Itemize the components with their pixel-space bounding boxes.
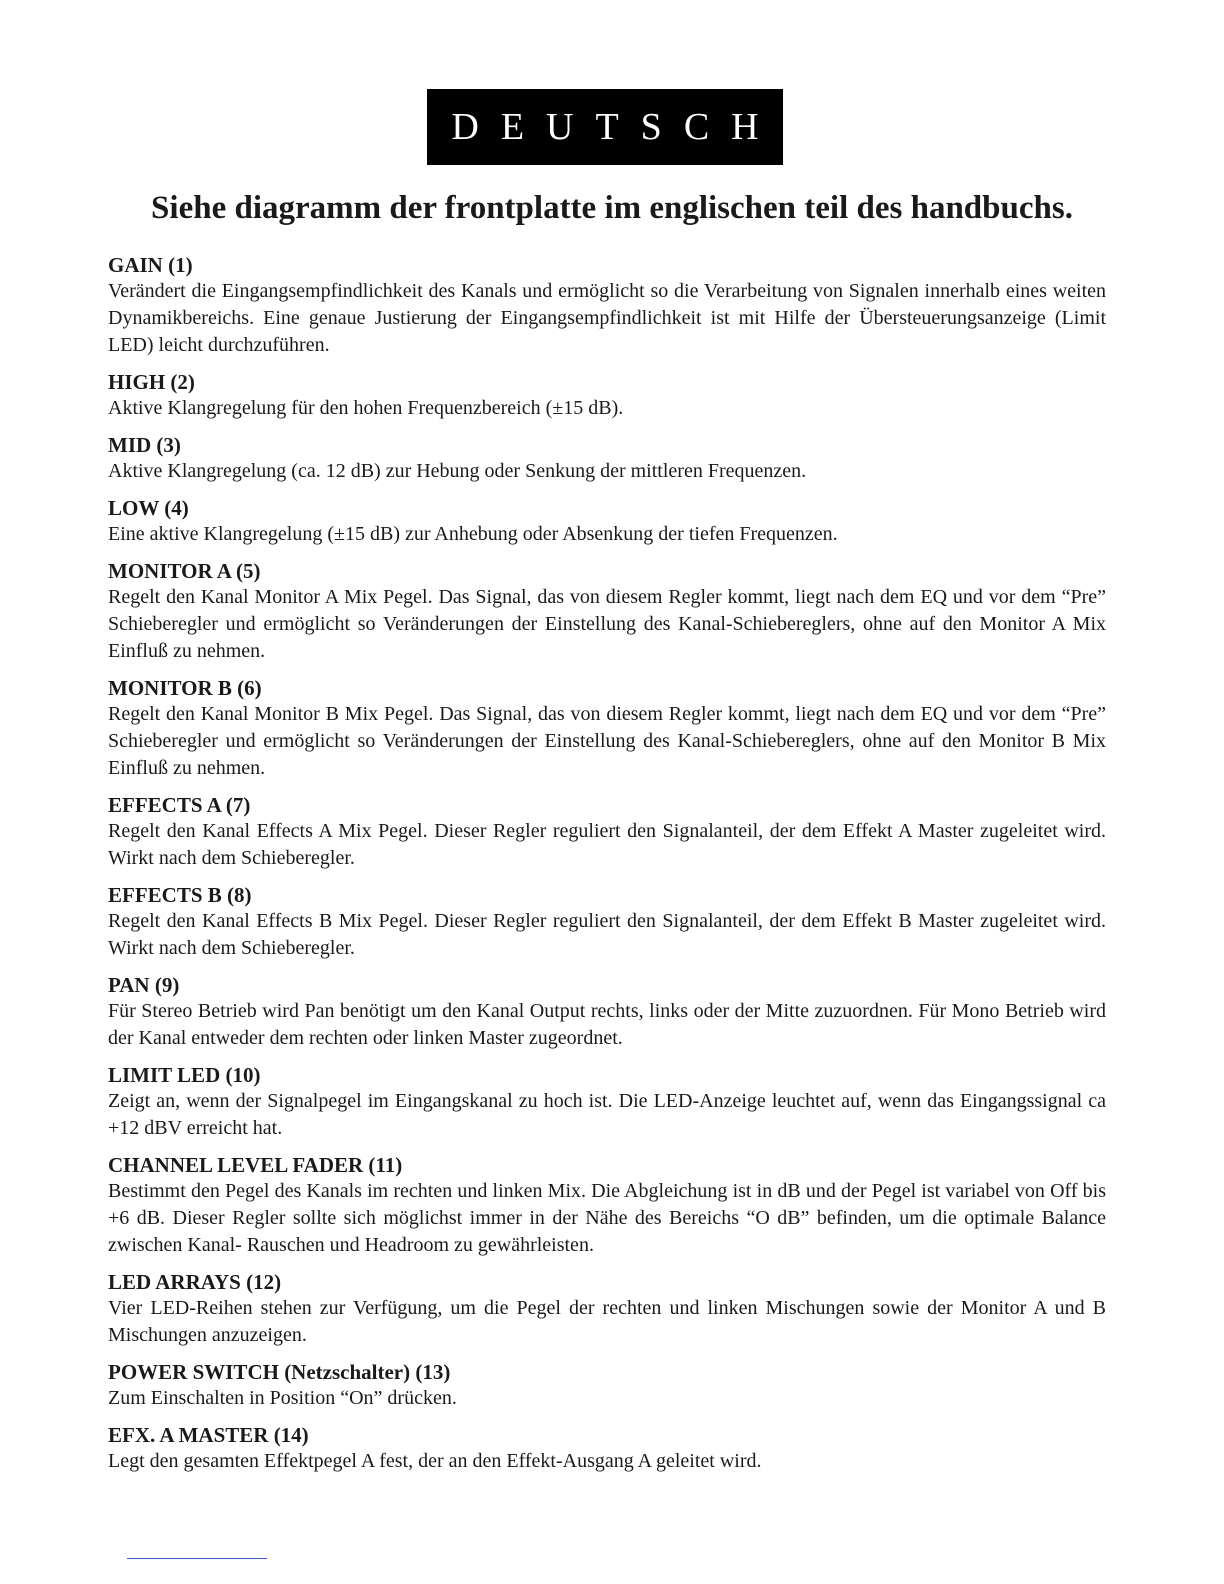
section-heading: LIMIT LED (10) [108, 1063, 261, 1087]
section-body: Bestimmt den Pegel des Kanals im rechten und linken Mix. Die Abgleichung ist in dB und der Pegel ist variabel von Off bis +6 dB. Dieser Regler sollte sich möglichst immer in der Nähe des Bereichs “O dB” befinden, um die optimale Balance zwischen Kanal- Rauschen und Headroom zu gewährleisten. [108, 1180, 1106, 1256]
page-title: Siehe diagramm der frontplatte im englischen teil des handbuchs. [151, 190, 1073, 226]
language-banner: DEUTSCH [427, 89, 783, 165]
section-body: Regelt den Kanal Monitor A Mix Pegel. Das Signal, das von diesem Regler kommt, liegt nach dem EQ und vor dem “Pre” Schieberegler und ermöglicht so Veränderungen der Einstellung des Kanal-Schiebereglers, ohne auf den Monitor A Mix Einfluß zu nehmen. [108, 586, 1106, 662]
section-monitor-a [108, 558, 1106, 665]
section-body: Zum Einschalten in Position “On” drücken. [108, 1387, 457, 1409]
section-heading: LOW (4) [108, 496, 189, 520]
control-descriptions [108, 252, 1106, 1485]
section-heading: EFFECTS B (8) [108, 883, 252, 907]
section-pan [108, 972, 1106, 1052]
section-body: Aktive Klangregelung für den hohen Frequenzbereich (±15 dB). [108, 397, 624, 419]
section-heading: MID (3) [108, 433, 181, 457]
section-limit-led [108, 1062, 1106, 1142]
section-power-switch [108, 1359, 1106, 1412]
section-effects-a [108, 792, 1106, 872]
section-body: Zeigt an, wenn der Signalpegel im Eingangskanal zu hoch ist. Die LED-Anzeige leuchtet auf, wenn das Eingangssignal ca +12 dBV erreicht hat. [108, 1090, 1106, 1139]
section-led-arrays [108, 1269, 1106, 1349]
section-heading: LED ARRAYS (12) [108, 1270, 282, 1294]
section-heading: GAIN (1) [108, 253, 193, 277]
section-heading: PAN (9) [108, 973, 180, 997]
section-high [108, 369, 1106, 422]
section-heading: HIGH (2) [108, 370, 195, 394]
section-body: Regelt den Kanal Effects B Mix Pegel. Dieser Regler reguliert den Signalanteil, der dem Effekt B Master zugeleitet wird. Wirkt nach dem Schieberegler. [108, 910, 1106, 959]
section-body: Regelt den Kanal Effects A Mix Pegel. Dieser Regler reguliert den Signalanteil, der dem Effekt A Master zugeleitet wird. Wirkt nach dem Schieberegler. [108, 820, 1106, 869]
section-heading: MONITOR B (6) [108, 676, 262, 700]
section-gain [108, 252, 1106, 359]
section-effects-b [108, 882, 1106, 962]
section-heading: EFX. A MASTER (14) [108, 1423, 309, 1447]
section-heading: CHANNEL LEVEL FADER (11) [108, 1153, 403, 1177]
section-body: Aktive Klangregelung (ca. 12 dB) zur Hebung oder Senkung der mittleren Frequenzen. [108, 460, 807, 482]
section-body: Für Stereo Betrieb wird Pan benötigt um den Kanal Output rechts, links oder der Mitte zuzuordnen. Für Mono Betrieb wird der Kanal entweder dem rechten oder linken Master zugeordnet. [108, 1000, 1106, 1049]
section-body: Verändert die Eingangsempfindlichkeit des Kanals und ermöglicht so die Verarbeitung von Signalen innerhalb eines weiten Dynamikbereichs. Eine genaue Justierung der Eingangsempfindlichkeit ist mit Hilfe der Übersteuerungsanzeige (Limit LED) leicht durchzuführen. [108, 280, 1106, 356]
section-heading: POWER SWITCH (Netzschalter) (13) [108, 1360, 451, 1384]
section-efx-a-master [108, 1422, 1106, 1475]
section-mid [108, 432, 1106, 485]
section-low [108, 495, 1106, 548]
section-monitor-b [108, 675, 1106, 782]
footnote-rule [127, 1558, 267, 1559]
section-channel-level-fader [108, 1152, 1106, 1259]
section-body: Legt den gesamten Effektpegel A fest, der an den Effekt-Ausgang A geleitet wird. [108, 1450, 762, 1472]
section-body: Vier LED-Reihen stehen zur Verfügung, um die Pegel der rechten und linken Mischungen sowie der Monitor A und B Mischungen anzuzeigen. [108, 1297, 1106, 1346]
section-heading: EFFECTS A (7) [108, 793, 251, 817]
section-body: Eine aktive Klangregelung (±15 dB) zur Anhebung oder Absenkung der tiefen Frequenzen. [108, 523, 838, 545]
section-heading: MONITOR A (5) [108, 559, 261, 583]
section-body: Regelt den Kanal Monitor B Mix Pegel. Das Signal, das von diesem Regler kommt, liegt nach dem EQ und vor dem “Pre” Schieberegler und ermöglicht so Veränderungen der Einstellung des Kanal-Schiebereglers, ohne auf den Monitor B Mix Einfluß zu nehmen. [108, 703, 1106, 779]
